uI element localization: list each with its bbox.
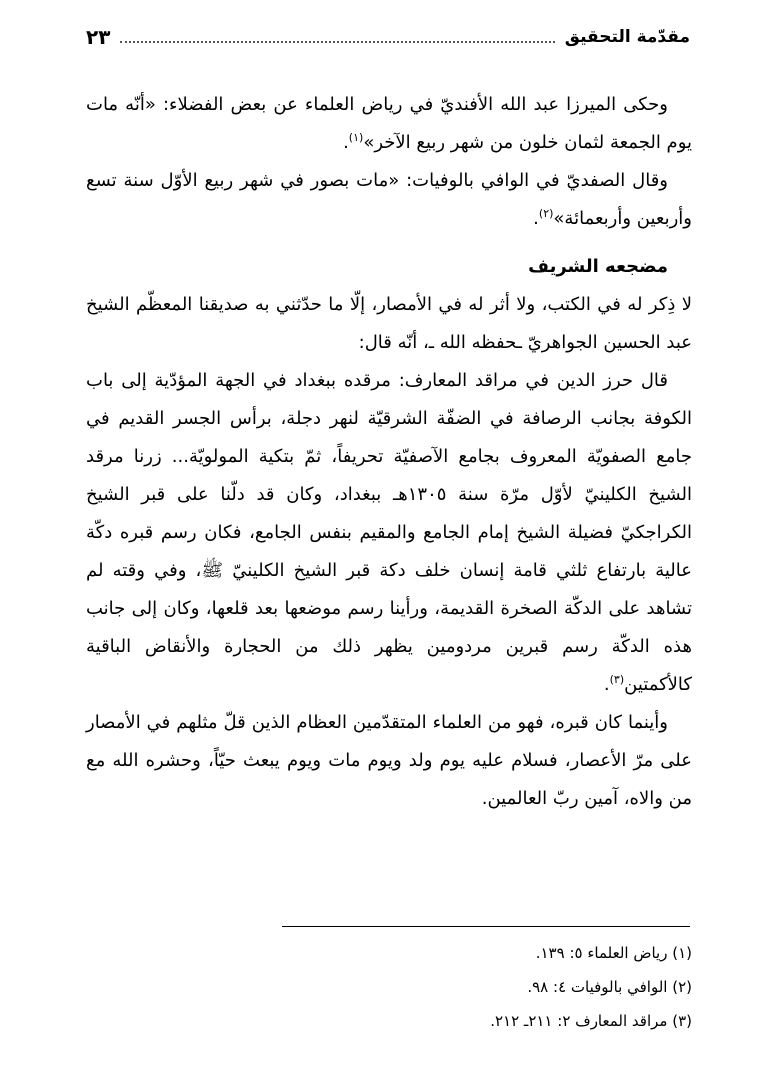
footnote-3: (٣) مراقد المعارف ٢: ٢١١ـ ٢١٢. bbox=[490, 1012, 692, 1030]
section-heading: مضجعه الشريف bbox=[528, 256, 668, 277]
footnote-ref-1: (١) bbox=[348, 131, 364, 144]
paragraph-1-end: . bbox=[343, 132, 349, 153]
paragraph-4-text: قال حرز الدين في مراقد المعارف: مرقده ببغداد في الجهة المؤدّية إلى باب الكوفة بجانب الرصافة في الضفّة الشرقيّة لنهر دجلة، برأس الجسر القديم في جامع الصفويّة المعروف بجامع الآصفيّة تحريفاً، ثمّ بتكية المولويّة... زرنا مرقد الشيخ الكلينيّ لأوّل مرّة سنة ١٣٠٥هـ ببغداد، وكان قد دلّنا على قبر الشيخ الكراجكيّ فضيلة الشيخ إمام الجامع والمقيم بنفس الجامع، فكان رسم قبره دكّة عالية بارتفاع ثلثي قامة إنسان خلف دكة قبر الشيخ الكلينيّ ﷺ، وفي وقته لم تشاهد على الدكّة الصخرة القديمة، ورأينا رسم موضعها بعد قلعها، وكان إلى جانب هذه الدكّة رسم قبرين مردومين يظهر ذلك من الحجارة والأنقاض الباقية كالأكمتين bbox=[86, 370, 692, 695]
main-text bbox=[86, 86, 692, 818]
paragraph-3-text: لا ذِكر له في الكتب، ولا أثر له في الأمصار، إلّا ما حدّثني به صديقنا المعظّم الشيخ عبد الحسين الجواهريّ ـحفظه الله ـ، أنّه قال: bbox=[86, 294, 692, 353]
paragraph-3 bbox=[86, 286, 692, 362]
paragraph-1-text: وحكى الميرزا عبد الله الأفنديّ في رياض العلماء عن بعض الفضلاء: «أنّه مات يوم الجمعة لثمان خلون من شهر ربيع الآخر» bbox=[86, 94, 692, 153]
spacer bbox=[86, 238, 692, 248]
footnotes bbox=[86, 936, 692, 1038]
footnote-ref-3: (٣) bbox=[609, 673, 625, 686]
footnote-separator bbox=[282, 926, 690, 927]
paragraph-2-end: . bbox=[533, 208, 539, 229]
header-title: مقدّمة التحقيق bbox=[564, 27, 690, 47]
paragraph-5 bbox=[86, 704, 692, 818]
paragraph-5-text: وأينما كان قبره، فهو من العلماء المتقدّمين العظام الذين قلّ مثلهم في الأمصار على مرّ الأعصار، فسلام عليه يوم ولد ويوم مات ويوم يبعث حيّاً، وحشره الله مع من والاه، آمين ربّ العالمين. bbox=[86, 712, 692, 809]
footnote-ref-2: (٢) bbox=[538, 207, 554, 220]
running-header bbox=[86, 22, 690, 52]
header-dot-leader bbox=[120, 31, 554, 43]
paragraph-2 bbox=[86, 162, 692, 238]
footnote-1: (١) رياض العلماء ٥: ١٣٩. bbox=[535, 944, 692, 962]
paragraph-1 bbox=[86, 86, 692, 162]
paragraph-4 bbox=[86, 362, 692, 704]
footnote-2: (٢) الوافي بالوفيات ٤: ٩٨. bbox=[527, 978, 692, 996]
page-number: ٢٣ bbox=[86, 25, 111, 49]
paragraph-4-end: . bbox=[603, 674, 610, 695]
paragraph-2-text: وقال الصفديّ في الوافي بالوفيات: «مات بصور في شهر ربيع الأوّل سنة تسع وأربعين وأربعمائة» bbox=[86, 170, 692, 229]
